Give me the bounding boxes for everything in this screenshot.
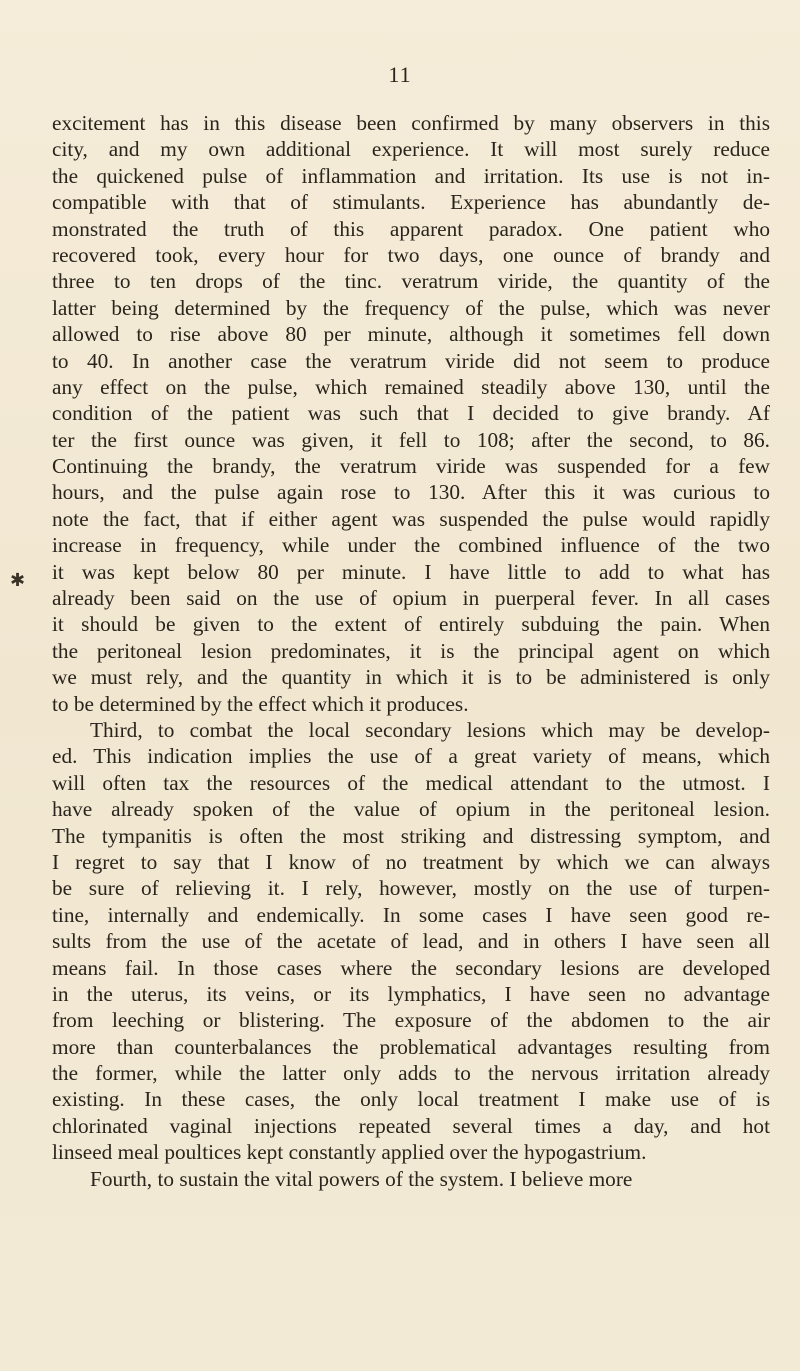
text-line: any effect on the pulse, which remained steadily above 130, until the [52,374,770,399]
text-line: ed. This indication implies the use of a great variety of means, which [52,744,770,769]
text-line: the peritoneal lesion predominates, it is the principal agent on which [52,638,770,663]
body-text [52,110,770,1192]
text-line: already been said on the use of opium in puerperal fever. In all cases [52,586,770,611]
text-line: city, and my own additional experience. It will most surely reduce [52,137,770,162]
text-line: from leeching or blistering. The exposure of the abdomen to the air [52,1008,770,1033]
text-line: in the uterus, its veins, or its lymphatics, I have seen no advantage [52,981,770,1006]
text-line: we must rely, and the quantity in which it is to be administered is only [52,665,770,690]
text-line: ter the first ounce was given, it fell to 108; after the second, to 86. [52,427,770,452]
margin-mark: ✱ [10,570,26,590]
text-line: monstrated the truth of this apparent paradox. One patient who [52,216,770,241]
text-line: latter being determined by the frequency of the pulse, which was never [52,295,770,320]
text-line: to 40. In another case the veratrum viride did not seem to produce [52,348,770,373]
text-line: means fail. In those cases where the secondary lesions are developed [52,955,770,980]
text-line: more than counterbalances the problematical advantages resulting from [52,1034,770,1059]
text-line: recovered took, every hour for two days, one ounce of brandy and [52,242,770,267]
text-line: be sure of relieving it. I rely, however, mostly on the use of turpen- [52,876,770,901]
text-line: have already spoken of the value of opium in the peritoneal lesion. [52,797,770,822]
text-line: Fourth, to sustain the vital powers of the system. I believe more [90,1166,633,1191]
text-line: existing. In these cases, the only local treatment I make use of is [52,1087,770,1112]
text-line: condition of the patient was such that I decided to give brandy. Af [52,401,770,426]
text-line: sults from the use of the acetate of lead, and in others I have seen all [52,929,770,954]
page-number: 11 [388,62,412,87]
text-line: linseed meal poultices kept constantly applied over the hypogastrium. [52,1140,647,1165]
text-line: compatible with that of stimulants. Experience has abundantly de- [52,190,770,215]
text-line: it was kept below 80 per minute. I have little to add to what has [52,559,770,584]
text-line: three to ten drops of the tinc. veratrum viride, the quantity of the [52,269,770,294]
text-line: the former, while the latter only adds to the nervous irritation already [52,1061,770,1086]
text-line: tine, internally and endemically. In some cases I have seen good re- [52,902,770,927]
text-line: I regret to say that I know of no treatment by which we can always [52,849,770,874]
text-line: Continuing the brandy, the veratrum viride was suspended for a few [52,454,770,479]
text-line: will often tax the resources of the medical attendant to the utmost. I [52,770,770,795]
text-line: increase in frequency, while under the combined influence of the two [52,533,770,558]
text-line: The tympanitis is often the most striking and distressing symptom, and [52,823,770,848]
text-line: allowed to rise above 80 per minute, although it sometimes fell down [52,322,770,347]
text-line: Third, to combat the local secondary lesions which may be develop- [90,717,770,742]
text-line: it should be given to the extent of entirely subduing the pain. When [52,612,770,637]
text-line: excitement has in this disease been confirmed by many observers in this [52,111,770,135]
text-line: to be determined by the effect which it produces. [52,691,469,716]
text-line: hours, and the pulse again rose to 130. After this it was curious to [52,480,770,505]
text-line: the quickened pulse of inflammation and irritation. Its use is not in- [52,163,770,188]
text-line: chlorinated vaginal injections repeated several times a day, and hot [52,1113,770,1138]
text-line: note the fact, that if either agent was suspended the pulse would rapidly [52,506,770,531]
